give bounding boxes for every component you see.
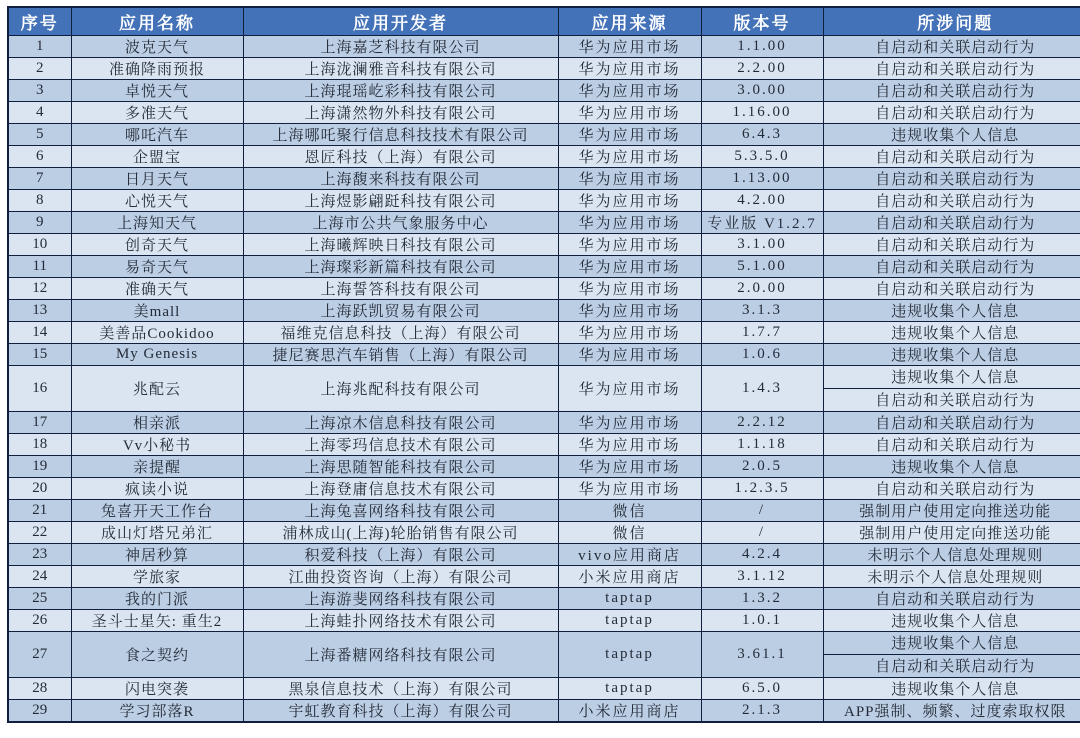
cell-index: 5 — [8, 123, 71, 145]
cell-version: / — [701, 499, 823, 521]
issue-line: 自启动和关联启动行为 — [824, 388, 1080, 411]
cell-developer: 积爱科技（上海）有限公司 — [243, 543, 558, 565]
cell-version: 专业版 V1.2.7 — [701, 211, 823, 233]
cell-developer: 上海琨瑶屹彩科技有限公司 — [243, 79, 558, 101]
cell-index: 2 — [8, 57, 71, 79]
cell-app-name: 多准天气 — [71, 101, 243, 123]
cell-issues: 违规收集个人信息 — [823, 455, 1080, 477]
cell-issues: 自启动和关联启动行为 — [823, 411, 1080, 433]
cell-index: 13 — [8, 299, 71, 321]
cell-developer: 福维克信息科技（上海）有限公司 — [243, 321, 558, 343]
cell-version: 1.0.6 — [701, 343, 823, 365]
cell-source: 华为应用市场 — [558, 123, 701, 145]
cell-index: 29 — [8, 699, 71, 722]
cell-developer: 黑泉信息技术（上海）有限公司 — [243, 677, 558, 699]
cell-version: 1.3.2 — [701, 587, 823, 609]
cell-source: 小米应用商店 — [558, 699, 701, 722]
cell-app-name: 相亲派 — [71, 411, 243, 433]
cell-app-name: 闪电突袭 — [71, 677, 243, 699]
cell-index: 6 — [8, 145, 71, 167]
table-row — [8, 233, 1080, 255]
table-row — [8, 565, 1080, 587]
cell-app-name: 创奇天气 — [71, 233, 243, 255]
cell-source: 华为应用市场 — [558, 433, 701, 455]
cell-source: 华为应用市场 — [558, 101, 701, 123]
cell-developer: 上海游斐网络科技有限公司 — [243, 587, 558, 609]
cell-index: 25 — [8, 587, 71, 609]
cell-app-name: 圣斗士星矢: 重生2 — [71, 609, 243, 631]
cell-app-name: 学习部落R — [71, 699, 243, 722]
cell-developer: 江曲投资咨询（上海）有限公司 — [243, 565, 558, 587]
cell-app-name: 兆配云 — [71, 365, 243, 411]
cell-app-name: 哪吒汽车 — [71, 123, 243, 145]
cell-version: 3.1.3 — [701, 299, 823, 321]
cell-app-name: 美善品Cookidoo — [71, 321, 243, 343]
table-row — [8, 299, 1080, 321]
cell-developer: 上海曦辉映日科技有限公司 — [243, 233, 558, 255]
cell-issues: 自启动和关联启动行为 — [823, 277, 1080, 299]
cell-source: taptap — [558, 677, 701, 699]
cell-app-name: 学旅家 — [71, 565, 243, 587]
cell-developer: 上海蛙扑网络技术有限公司 — [243, 609, 558, 631]
cell-index: 24 — [8, 565, 71, 587]
cell-index: 9 — [8, 211, 71, 233]
cell-version: 2.1.3 — [701, 699, 823, 722]
cell-developer: 上海璨彩新篇科技有限公司 — [243, 255, 558, 277]
cell-issues: 自启动和关联启动行为 — [823, 35, 1080, 57]
cell-version: 1.16.00 — [701, 101, 823, 123]
cell-source: 华为应用市场 — [558, 35, 701, 57]
table-row — [8, 189, 1080, 211]
cell-source: 华为应用市场 — [558, 299, 701, 321]
cell-developer: 上海兆配科技有限公司 — [243, 365, 558, 411]
cell-issues: APP强制、频繁、过度索取权限 — [823, 699, 1080, 722]
table-row — [8, 57, 1080, 79]
cell-version: 3.61.1 — [701, 631, 823, 677]
table-row — [8, 123, 1080, 145]
cell-issues: 自启动和关联启动行为 — [823, 57, 1080, 79]
cell-issues: 违规收集个人信息 — [823, 343, 1080, 365]
table-row — [8, 587, 1080, 609]
cell-index: 28 — [8, 677, 71, 699]
table-row — [8, 609, 1080, 631]
cell-app-name: 神居秒算 — [71, 543, 243, 565]
cell-source: 华为应用市场 — [558, 411, 701, 433]
cell-app-name: My Genesis — [71, 343, 243, 365]
cell-developer: 上海番糖网络科技有限公司 — [243, 631, 558, 677]
cell-index: 20 — [8, 477, 71, 499]
cell-developer: 浦林成山(上海)轮胎销售有限公司 — [243, 521, 558, 543]
table-row — [8, 543, 1080, 565]
cell-issues: 自启动和关联启动行为 — [823, 433, 1080, 455]
cell-index: 18 — [8, 433, 71, 455]
header-source: 应用来源 — [558, 7, 701, 35]
cell-app-name: 亲提醒 — [71, 455, 243, 477]
cell-version: 3.1.00 — [701, 233, 823, 255]
cell-issues: 强制用户使用定向推送功能 — [823, 499, 1080, 521]
cell-source: taptap — [558, 587, 701, 609]
cell-source: 华为应用市场 — [558, 145, 701, 167]
cell-index: 19 — [8, 455, 71, 477]
cell-app-name: Vv小秘书 — [71, 433, 243, 455]
header-issues: 所涉问题 — [823, 7, 1080, 35]
cell-app-name: 准确天气 — [71, 277, 243, 299]
cell-issues: 自启动和关联启动行为 — [823, 79, 1080, 101]
cell-index: 10 — [8, 233, 71, 255]
cell-version: 3.1.12 — [701, 565, 823, 587]
cell-issues: 自启动和关联启动行为 — [823, 211, 1080, 233]
cell-source: 华为应用市场 — [558, 167, 701, 189]
table-row — [8, 455, 1080, 477]
cell-developer: 恩匠科技（上海）有限公司 — [243, 145, 558, 167]
table-row — [8, 433, 1080, 455]
cell-index: 17 — [8, 411, 71, 433]
cell-index: 3 — [8, 79, 71, 101]
cell-version: 1.7.7 — [701, 321, 823, 343]
cell-version: 1.1.18 — [701, 433, 823, 455]
table-row — [8, 101, 1080, 123]
cell-issues: 自启动和关联启动行为 — [823, 255, 1080, 277]
cell-index: 26 — [8, 609, 71, 631]
cell-app-name: 波克天气 — [71, 35, 243, 57]
cell-issues: 自启动和关联启动行为 — [823, 233, 1080, 255]
cell-source: 华为应用市场 — [558, 321, 701, 343]
cell-source: 华为应用市场 — [558, 455, 701, 477]
cell-developer: 上海市公共气象服务中心 — [243, 211, 558, 233]
cell-issues: 自启动和关联启动行为 — [823, 477, 1080, 499]
cell-version: 2.2.12 — [701, 411, 823, 433]
cell-version: 5.3.5.0 — [701, 145, 823, 167]
app-violation-table — [7, 6, 1080, 723]
cell-issues: 违规收集个人信息 — [823, 123, 1080, 145]
cell-developer: 上海潇然物外科技有限公司 — [243, 101, 558, 123]
cell-app-name: 成山灯塔兄弟汇 — [71, 521, 243, 543]
cell-source: 微信 — [558, 499, 701, 521]
table-row — [8, 321, 1080, 343]
cell-issues: 自启动和关联启动行为 — [823, 167, 1080, 189]
cell-developer: 上海思随智能科技有限公司 — [243, 455, 558, 477]
cell-version: 1.0.1 — [701, 609, 823, 631]
cell-version: 4.2.4 — [701, 543, 823, 565]
cell-app-name: 疯读小说 — [71, 477, 243, 499]
table-row — [8, 677, 1080, 699]
cell-developer: 上海零玛信息技术有限公司 — [243, 433, 558, 455]
cell-source: 华为应用市场 — [558, 477, 701, 499]
cell-app-name: 企盟宝 — [71, 145, 243, 167]
cell-version: 6.4.3 — [701, 123, 823, 145]
cell-app-name: 准确降雨预报 — [71, 57, 243, 79]
header-developer: 应用开发者 — [243, 7, 558, 35]
cell-index: 14 — [8, 321, 71, 343]
header-version: 版本号 — [701, 7, 823, 35]
cell-issues: 自启动和关联启动行为 — [823, 587, 1080, 609]
issue-stack — [824, 366, 1080, 411]
cell-developer: 上海泷澜雅音科技有限公司 — [243, 57, 558, 79]
cell-source: 微信 — [558, 521, 701, 543]
cell-version: 4.2.00 — [701, 189, 823, 211]
table-row — [8, 631, 1080, 677]
table-row — [8, 343, 1080, 365]
cell-issues: 未明示个人信息处理规则 — [823, 543, 1080, 565]
cell-index: 16 — [8, 365, 71, 411]
cell-source: taptap — [558, 631, 701, 677]
cell-index: 7 — [8, 167, 71, 189]
cell-version: 5.1.00 — [701, 255, 823, 277]
cell-index: 22 — [8, 521, 71, 543]
cell-version: / — [701, 521, 823, 543]
cell-index: 11 — [8, 255, 71, 277]
cell-developer: 捷尼赛思汽车销售（上海）有限公司 — [243, 343, 558, 365]
table-row — [8, 167, 1080, 189]
cell-issues: 自启动和关联启动行为 — [823, 189, 1080, 211]
table-row — [8, 145, 1080, 167]
cell-developer: 上海嘉芝科技有限公司 — [243, 35, 558, 57]
cell-index: 8 — [8, 189, 71, 211]
cell-version: 1.2.3.5 — [701, 477, 823, 499]
cell-developer: 上海登庸信息技术有限公司 — [243, 477, 558, 499]
cell-developer: 上海哪吒聚行信息科技技术有限公司 — [243, 123, 558, 145]
table-row — [8, 79, 1080, 101]
cell-issues: 违规收集个人信息 — [823, 609, 1080, 631]
table-row — [8, 499, 1080, 521]
issue-line: 违规收集个人信息 — [891, 636, 1020, 652]
cell-developer: 上海跃凯贸易有限公司 — [243, 299, 558, 321]
cell-developer: 上海誓答科技有限公司 — [243, 277, 558, 299]
cell-app-name: 美mall — [71, 299, 243, 321]
cell-index: 15 — [8, 343, 71, 365]
cell-app-name: 心悦天气 — [71, 189, 243, 211]
table-row — [8, 255, 1080, 277]
cell-app-name: 食之契约 — [71, 631, 243, 677]
cell-version: 1.13.00 — [701, 167, 823, 189]
cell-issues: 违规收集个人信息 — [823, 299, 1080, 321]
cell-version: 2.2.00 — [701, 57, 823, 79]
cell-app-name: 上海知天气 — [71, 211, 243, 233]
cell-index: 21 — [8, 499, 71, 521]
header-index: 序号 — [8, 7, 71, 35]
cell-developer: 上海兔喜网络科技有限公司 — [243, 499, 558, 521]
cell-app-name: 我的门派 — [71, 587, 243, 609]
table-header-row — [8, 7, 1080, 35]
cell-issues: 违规收集个人信息 — [823, 677, 1080, 699]
cell-index: 4 — [8, 101, 71, 123]
issue-line: 违规收集个人信息 — [891, 370, 1020, 386]
issue-line: 自启动和关联启动行为 — [824, 654, 1080, 677]
cell-index: 23 — [8, 543, 71, 565]
table-row — [8, 365, 1080, 411]
cell-index: 1 — [8, 35, 71, 57]
cell-source: taptap — [558, 609, 701, 631]
cell-version: 2.0.00 — [701, 277, 823, 299]
cell-issues: 自启动和关联启动行为 — [823, 145, 1080, 167]
cell-source: 华为应用市场 — [558, 255, 701, 277]
cell-developer: 上海馥来科技有限公司 — [243, 167, 558, 189]
cell-issues: 违规收集个人信息 — [823, 321, 1080, 343]
table-body — [8, 35, 1080, 722]
cell-source: vivo应用商店 — [558, 543, 701, 565]
cell-version: 3.0.00 — [701, 79, 823, 101]
cell-developer: 宇虹教育科技（上海）有限公司 — [243, 699, 558, 722]
cell-version: 1.1.00 — [701, 35, 823, 57]
cell-issues — [823, 631, 1080, 677]
cell-index: 27 — [8, 631, 71, 677]
cell-app-name: 卓悦天气 — [71, 79, 243, 101]
cell-source: 华为应用市场 — [558, 57, 701, 79]
cell-app-name: 兔喜开天工作台 — [71, 499, 243, 521]
cell-developer: 上海煜影翩跹科技有限公司 — [243, 189, 558, 211]
cell-source: 华为应用市场 — [558, 277, 701, 299]
cell-source: 华为应用市场 — [558, 233, 701, 255]
table-row — [8, 277, 1080, 299]
cell-app-name: 易奇天气 — [71, 255, 243, 277]
cell-issues: 未明示个人信息处理规则 — [823, 565, 1080, 587]
cell-source: 小米应用商店 — [558, 565, 701, 587]
cell-source: 华为应用市场 — [558, 189, 701, 211]
header-app-name: 应用名称 — [71, 7, 243, 35]
cell-source: 华为应用市场 — [558, 343, 701, 365]
cell-app-name: 日月天气 — [71, 167, 243, 189]
table-row — [8, 35, 1080, 57]
cell-source: 华为应用市场 — [558, 365, 701, 411]
cell-source: 华为应用市场 — [558, 211, 701, 233]
table-row — [8, 411, 1080, 433]
table-row — [8, 521, 1080, 543]
cell-issues — [823, 365, 1080, 411]
cell-source: 华为应用市场 — [558, 79, 701, 101]
cell-issues: 强制用户使用定向推送功能 — [823, 521, 1080, 543]
issue-stack — [824, 632, 1080, 677]
table-row — [8, 211, 1080, 233]
cell-issues: 自启动和关联启动行为 — [823, 101, 1080, 123]
cell-version: 6.5.0 — [701, 677, 823, 699]
cell-developer: 上海凉木信息科技有限公司 — [243, 411, 558, 433]
cell-version: 1.4.3 — [701, 365, 823, 411]
table-row — [8, 477, 1080, 499]
table-row — [8, 699, 1080, 722]
cell-version: 2.0.5 — [701, 455, 823, 477]
cell-index: 12 — [8, 277, 71, 299]
